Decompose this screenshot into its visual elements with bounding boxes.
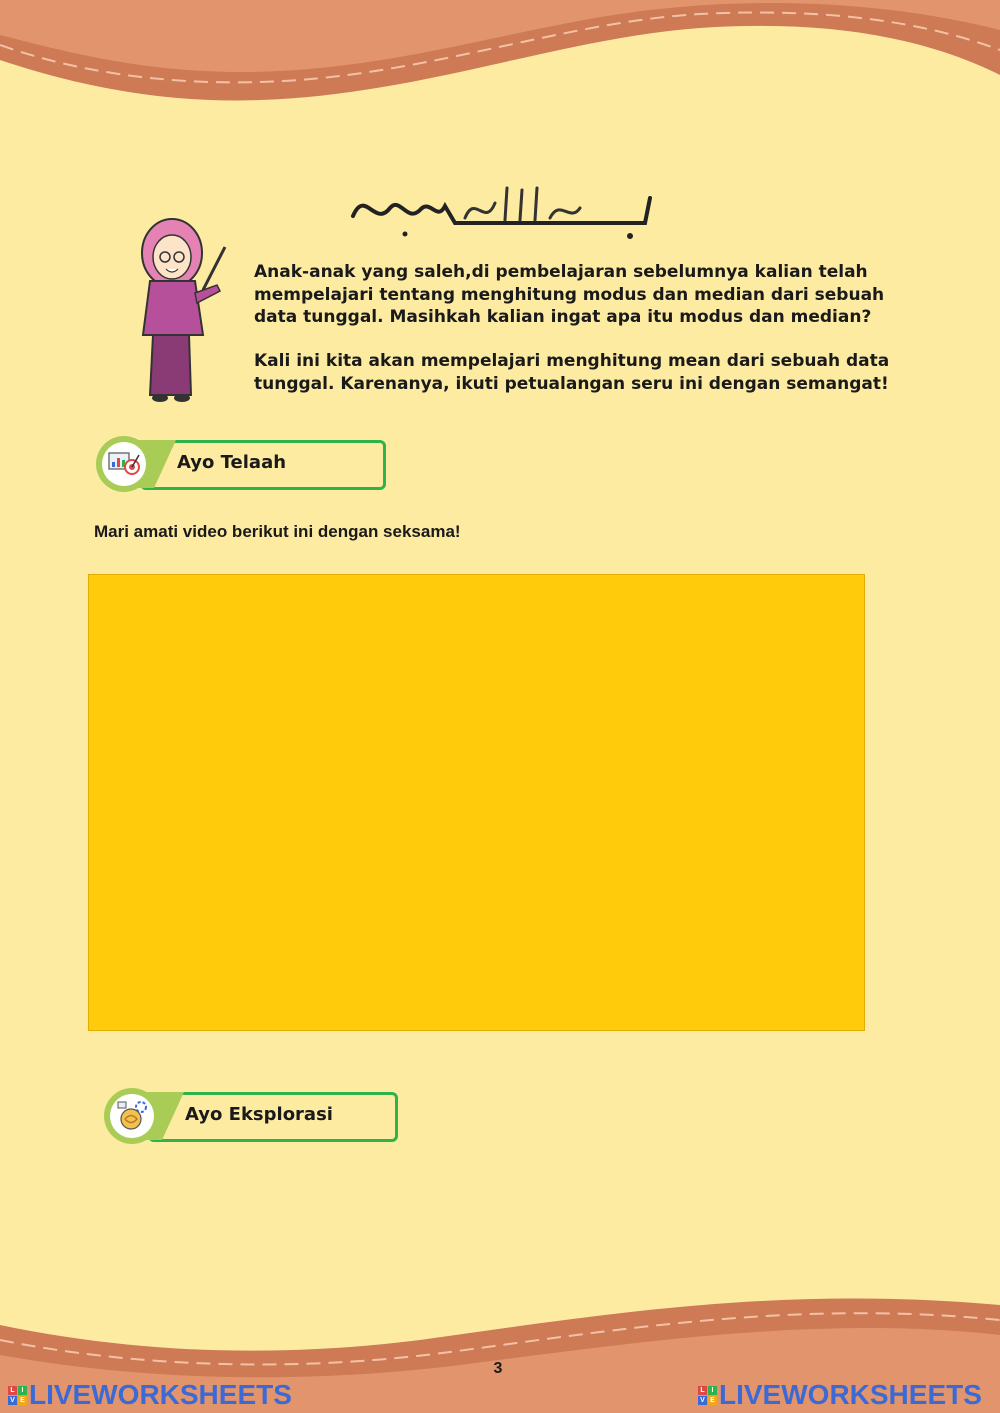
- video-instruction: Mari amati video berikut ini dengan seksama!: [94, 522, 461, 541]
- intro-paragraph-2: Kali ini kita akan mempelajari menghitung mean dari sebuah data tunggal. Karenanya, ikuti petualangan seru ini dengan semangat!: [254, 351, 890, 394]
- brand-logo-left[interactable]: [8, 1381, 292, 1409]
- top-wave-decoration: [0, 0, 1000, 110]
- brand-text: LIVEWORKSHEETS: [719, 1379, 982, 1410]
- section-header-eksplorasi: [104, 1088, 396, 1144]
- brand-text: LIVEWORKSHEETS: [29, 1379, 292, 1410]
- page-number: 3: [493, 1360, 503, 1377]
- section-header-telaah: [96, 436, 388, 492]
- bismillah-calligraphy: [345, 178, 660, 248]
- brand-logo-right[interactable]: [698, 1381, 982, 1409]
- chart-target-icon: [102, 442, 146, 486]
- intro-paragraph-1: Anak-anak yang saleh,di pembelajaran sebelumnya kalian telah mempelajari tentang menghitung modus dan median dari sebuah data tunggal. Masihkah kalian ingat apa itu modus dan median?: [254, 262, 885, 327]
- brand-blocks-icon: L I V E: [8, 1386, 27, 1405]
- section-title: Ayo Eksplorasi: [185, 1104, 333, 1125]
- section-badge: [96, 436, 152, 492]
- video-player[interactable]: [88, 574, 865, 1031]
- teacher-illustration: [125, 215, 235, 405]
- brain-gear-icon: [110, 1094, 154, 1138]
- brand-blocks-icon: L I V E: [698, 1386, 717, 1405]
- section-title: Ayo Telaah: [177, 452, 287, 473]
- section-badge: [104, 1088, 160, 1144]
